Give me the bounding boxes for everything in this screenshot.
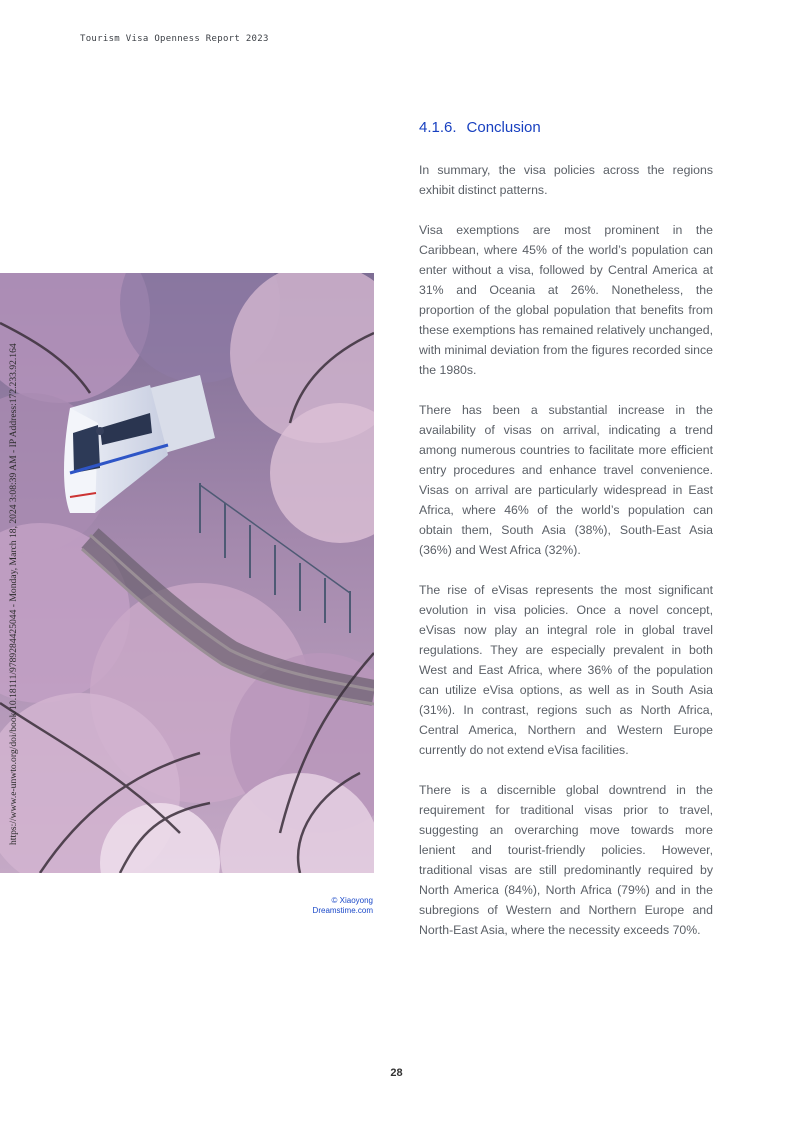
photo-credit-author: © Xiaoyong xyxy=(331,896,373,905)
body-text xyxy=(419,160,713,960)
photo-credit xyxy=(313,896,373,916)
running-header: Tourism Visa Openness Report 2023 xyxy=(80,34,269,44)
train-blossom-photo xyxy=(0,273,374,873)
page-number: 28 xyxy=(390,1067,403,1079)
photo-credit-source: Dreamstime.com xyxy=(312,906,373,915)
paragraph-visa-on-arrival: There has been a substantial increase in the availability of visas on arrival, indicating a trend among numerous countries to facilitate more efficient entry procedures and enhance travel convenience. Visas on arrival are particularly widespread in East Africa, where 46% of the world’s population can obtain them, South Asia (38%), South-East Asia (36%) and West Africa (32%). xyxy=(419,403,713,557)
section-heading xyxy=(419,119,541,136)
paragraph-visa-exemptions: Visa exemptions are most prominent in the Caribbean, where 45% of the world’s population can enter without a visa, followed by Central America at 31% and Oceania at 26%. Nonetheless, the proportion of the global population that benefits from these exemptions has remained relatively unchanged, with minimal deviation from the figures recorded since the 1980s. xyxy=(419,223,713,377)
photo-illustration xyxy=(0,273,374,873)
paragraph-traditional-visas: There is a discernible global downtrend in the requirement for traditional visas prior to travel, suggesting an overarching move towards more lenient and tourist-friendly policies. However, traditional visas are still predominantly required by North America (84%), North Africa (79%) and in the subregions of Western and Northern Europe and North-East Asia, where the necessity exceeds 70%. xyxy=(419,783,713,937)
paragraph-summary: In summary, the visa policies across the regions exhibit distinct patterns. xyxy=(419,163,713,197)
access-watermark: https://www.e-unwto.org/doi/book/10.18111/9789284425044 - Monday, March 18, 2024 3:08:39 AM - IP Address:172.233.92.164 xyxy=(8,343,19,845)
section-number: 4.1.6. xyxy=(419,119,457,136)
section-title: Conclusion xyxy=(466,119,541,136)
paragraph-evisas: The rise of eVisas represents the most significant evolution in visa policies. Once a novel concept, eVisas now play an integral role in global travel regulations. They are especially prevalent in both West and East Africa, where 36% of the population can utilize eVisa options, as well as in South Asia (31%). In contrast, regions such as North Africa, Central America, Northern and Western Europe currently do not extend eVisa facilities. xyxy=(419,583,713,757)
